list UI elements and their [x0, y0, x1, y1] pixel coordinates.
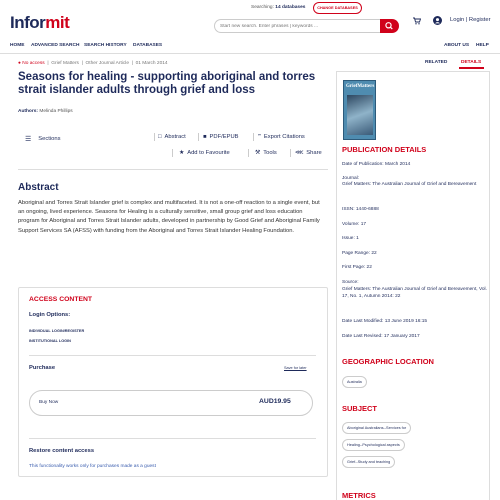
tools-button[interactable] — [255, 150, 277, 156]
detail-journal-label: Journal: — [342, 176, 360, 181]
price: AUD19.95 — [259, 398, 291, 405]
cart-icon[interactable] — [413, 17, 421, 25]
individual-login-link[interactable]: INDIVIDUAL LOGIN/REGISTER — [29, 329, 85, 333]
search-input[interactable] — [214, 19, 381, 33]
sections-button[interactable] — [25, 135, 61, 143]
subject-heading: SUBJECT — [342, 404, 378, 413]
search-button[interactable] — [380, 19, 399, 33]
abstract-heading: Abstract — [18, 182, 59, 193]
journal-link[interactable]: Grief Matters — [51, 61, 79, 66]
informit-logo[interactable] — [10, 13, 69, 33]
geo-tag[interactable]: Australia — [342, 376, 367, 388]
user-icon[interactable] — [433, 16, 442, 25]
login-options-label: Login Options: — [29, 312, 71, 318]
nav-divider — [0, 53, 500, 54]
restore-access-text: This functionality works only for purchases made as a guest — [29, 464, 156, 469]
nav-advanced-search[interactable]: ADVANCED SEARCH — [31, 43, 80, 48]
panel-divider — [29, 355, 316, 356]
abstract-label: Abstract — [164, 134, 186, 140]
document-icon: □ — [158, 134, 162, 140]
share-icon: ⋘ — [295, 150, 304, 156]
export-label: Export Citations — [263, 134, 305, 140]
toolbar-divider — [198, 133, 199, 141]
detail-issue: Issue: 1 — [342, 236, 359, 241]
detail-date-of-publication: Date of Publication: March 2014 — [342, 162, 411, 167]
favourite-label: Add to Favourite — [187, 150, 230, 156]
share-label: Share — [306, 150, 322, 156]
authors — [18, 109, 73, 114]
subject-tag[interactable]: Grief--Study and teaching — [342, 456, 395, 468]
subject-tag[interactable]: Aboriginal Australians--Services for — [342, 422, 411, 434]
metrics-heading: METRICS — [342, 491, 376, 500]
share-button[interactable] — [295, 150, 322, 156]
wrench-icon: ⚒ — [255, 150, 261, 156]
toolbar-divider — [172, 149, 173, 157]
nav-databases[interactable]: DATABASES — [133, 43, 163, 48]
quote-icon: ” — [258, 134, 261, 140]
login-register-link[interactable]: Login | Register — [450, 17, 491, 23]
toolbar-divider — [253, 133, 254, 141]
list-icon: ☰ — [25, 136, 32, 143]
cover-artwork — [347, 95, 373, 135]
abstract-text: Aboriginal and Torres Strait Islander grief is complex and multifaceted. It is not a one-off reaction to a single event, but an ongoing, lived experience. Seasons for Healing is a culturally sensitive, small group grief and loss education program for Aboriginal and Torres Strait Islander adults, developed in partnership by Good Grief and Aboriginal Family Support Services SA (AFSS) with funding from the Aboriginal and Torres Strait Islander Healing Foundation. — [18, 200, 320, 234]
panel-divider — [29, 438, 316, 439]
lock-icon: ● — [18, 61, 21, 66]
toolbar-divider — [290, 149, 291, 157]
searching-indicator — [251, 5, 305, 10]
journal-cover-image — [343, 80, 376, 140]
author-link[interactable]: Melinda Phillips — [39, 109, 73, 114]
subject-tag[interactable]: Healing--Psychological aspects — [342, 439, 405, 451]
tab-details[interactable]: DETAILS — [461, 60, 482, 65]
nav-search-history[interactable]: SEARCH HISTORY — [84, 43, 127, 48]
article-date: 01 March 2014 — [135, 61, 168, 66]
toolbar-divider — [248, 149, 249, 157]
geographic-location-heading: GEOGRAPHIC LOCATION — [342, 357, 434, 366]
searching-count[interactable]: 14 databases — [275, 5, 306, 10]
logo-part2: mit — [45, 13, 70, 32]
detail-source-label: Source: — [342, 280, 359, 285]
tab-details-underline — [459, 67, 484, 69]
restore-access-heading: Restore content access — [29, 448, 95, 454]
toolbar-divider — [154, 133, 155, 141]
detail-journal-value: Grief Matters: The Australian Journal of Grief and Bereavement — [342, 182, 477, 187]
detail-last-modified: Date Last Modified: 13 June 2019 16:15 — [342, 319, 428, 324]
save-for-later-link[interactable]: Save for later — [284, 366, 307, 370]
detail-page-range: Page Range: 22 — [342, 251, 377, 256]
nav-about-us[interactable]: ABOUT US — [444, 43, 470, 48]
pdf-epub-button[interactable] — [203, 134, 239, 140]
search-icon — [380, 19, 399, 33]
publication-details-heading: PUBLICATION DETAILS — [342, 145, 427, 154]
file-icon: ■ — [203, 134, 207, 140]
article-type: Other Journal Article — [85, 61, 130, 66]
access-content-heading: ACCESS CONTENT — [29, 296, 93, 303]
change-databases-button[interactable]: CHANGE DATABASES — [313, 2, 362, 14]
detail-first-page: First Page: 22 — [342, 265, 372, 270]
add-to-favourite-button[interactable] — [179, 150, 230, 156]
detail-volume: Volume: 17 — [342, 222, 367, 227]
nav-home[interactable]: HOME — [10, 43, 25, 48]
detail-source-value: Grief Matters: The Australian Journal of Grief and Bereavement, Vol. 17, No. 1, Autumn 2014: 22 — [342, 287, 487, 299]
star-icon: ★ — [179, 150, 185, 156]
access-status: No access — [22, 61, 45, 66]
logo-part1: Infor — [10, 13, 46, 32]
sections-label: Sections — [38, 136, 61, 142]
article-meta: ● No access | Grief Matters | Other Journal Article | 01 March 2014 — [18, 61, 168, 66]
cover-title: GriefMatters — [346, 84, 375, 89]
toolbar-divider-line — [18, 169, 328, 170]
detail-issn: ISSN: 1440-6888 — [342, 207, 379, 212]
institutional-login-link[interactable]: INSTITUTIONAL LOGIN — [29, 339, 71, 343]
detail-last-revised: Date Last Revised: 17 January 2017 — [342, 334, 420, 339]
pdf-label: PDF/EPUB — [209, 134, 239, 140]
tab-related[interactable]: RELATED — [425, 60, 448, 65]
abstract-button[interactable] — [158, 134, 186, 140]
tools-label: Tools — [263, 150, 277, 156]
article-title: Seasons for healing - supporting aboriginal and torres strait islander adults through grief and loss — [18, 71, 316, 96]
nav-help[interactable]: HELP — [476, 43, 489, 48]
searching-prefix: Searching: — [251, 5, 274, 10]
export-citations-button[interactable] — [258, 134, 305, 140]
buy-now-label[interactable]: Buy Now — [39, 400, 59, 405]
authors-label: Authors: — [18, 109, 38, 114]
purchase-heading: Purchase — [29, 365, 56, 371]
